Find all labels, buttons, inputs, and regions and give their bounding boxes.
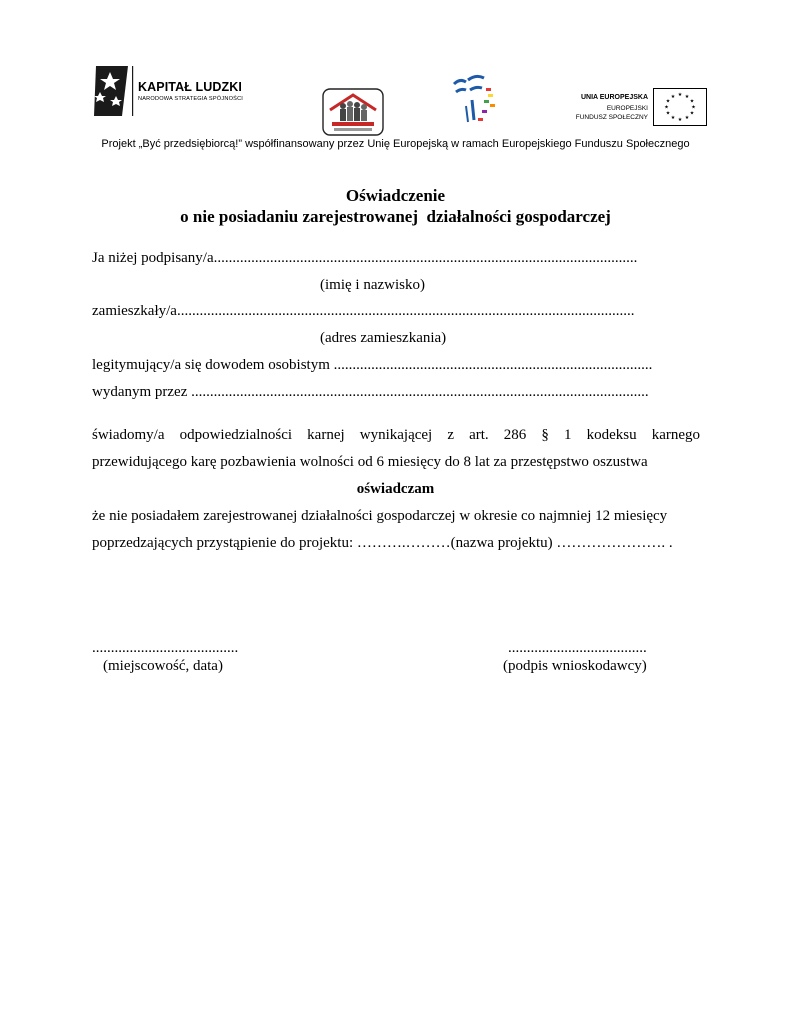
field-issued-by[interactable]: wydanym przez .......................................................................................................................... <box>92 384 649 400</box>
svg-text:★: ★ <box>689 98 695 105</box>
bird-logo <box>448 70 500 132</box>
signature-caption: (podpis wnioskodawcy) <box>503 658 647 674</box>
field-full-name[interactable]: Ja niżej podpisany/a................................................................................................................. <box>92 250 638 266</box>
kapital-ludzki-title: KAPITAŁ LUDZKI <box>138 80 242 94</box>
efs-line1: EUROPEJSKI <box>606 105 648 112</box>
caption-address: (adres zamieszkania) <box>320 330 447 346</box>
declare-heading: oświadczam <box>356 481 435 497</box>
svg-text:★: ★ <box>665 98 671 105</box>
house-people-icon <box>322 88 384 136</box>
svg-text:★: ★ <box>677 117 683 123</box>
place-date-line[interactable]: ....................................... <box>92 640 239 656</box>
svg-text:★: ★ <box>670 94 676 100</box>
efs-line2: FUNDUSZ SPOŁECZNY <box>575 114 648 121</box>
signature-line[interactable]: ..................................... <box>508 640 647 656</box>
body-line-1: że nie posiadałem zarejestrowanej działalności gospodarczej w okresie co najmniej 12 miesięcy <box>92 508 668 524</box>
statement-line-1: świadomy/a odpowiedzialności karnej wynikającej z art. 286 § 1 kodeksu karnego <box>92 427 700 443</box>
project-house-logo <box>322 88 384 136</box>
statement-line-2: przewidującego karę pozbawienia wolności od 6 miesięcy do 8 lat za przestępstwo oszustwa <box>92 454 648 470</box>
svg-text:★: ★ <box>684 94 690 100</box>
eu-title: UNIA EUROPEJSKA <box>580 94 648 101</box>
caption-full-name: (imię i nazwisko) <box>320 277 425 293</box>
eu-flag-icon <box>653 88 707 126</box>
svg-text:★: ★ <box>677 92 683 98</box>
document-subtitle: o nie posiadaniu zarejestrowanej działalności gospodarczej <box>180 207 611 226</box>
svg-text:★: ★ <box>691 104 696 111</box>
svg-text:★: ★ <box>670 115 676 121</box>
svg-text:★: ★ <box>664 104 669 111</box>
field-id-document[interactable]: legitymujący/a się dowodem osobistym ..................................................................................... <box>92 357 653 373</box>
kapital-ludzki-subtitle: NARODOWA STRATEGIA SPÓJNOŚCI <box>138 96 244 102</box>
svg-text:★: ★ <box>665 110 671 117</box>
svg-text:★: ★ <box>689 110 695 117</box>
body-line-2[interactable]: poprzedzających przystąpienie do projektu: ……….………(nazwa projektu) …………………. . <box>92 535 673 551</box>
project-cofinancing-line: Projekt „Być przedsiębiorcą!” współfinansowany przez Unię Europejską w ramach Europejskiego Funduszu Społecznego <box>101 138 690 150</box>
eu-flag <box>653 88 707 126</box>
document-title: Oświadczenie <box>345 186 446 205</box>
bird-icon <box>448 70 500 132</box>
place-date-caption: (miejscowość, data) <box>103 658 223 674</box>
svg-text:★: ★ <box>684 115 690 121</box>
field-address[interactable]: zamieszkały/a.......................................................................................................................... <box>92 303 635 319</box>
